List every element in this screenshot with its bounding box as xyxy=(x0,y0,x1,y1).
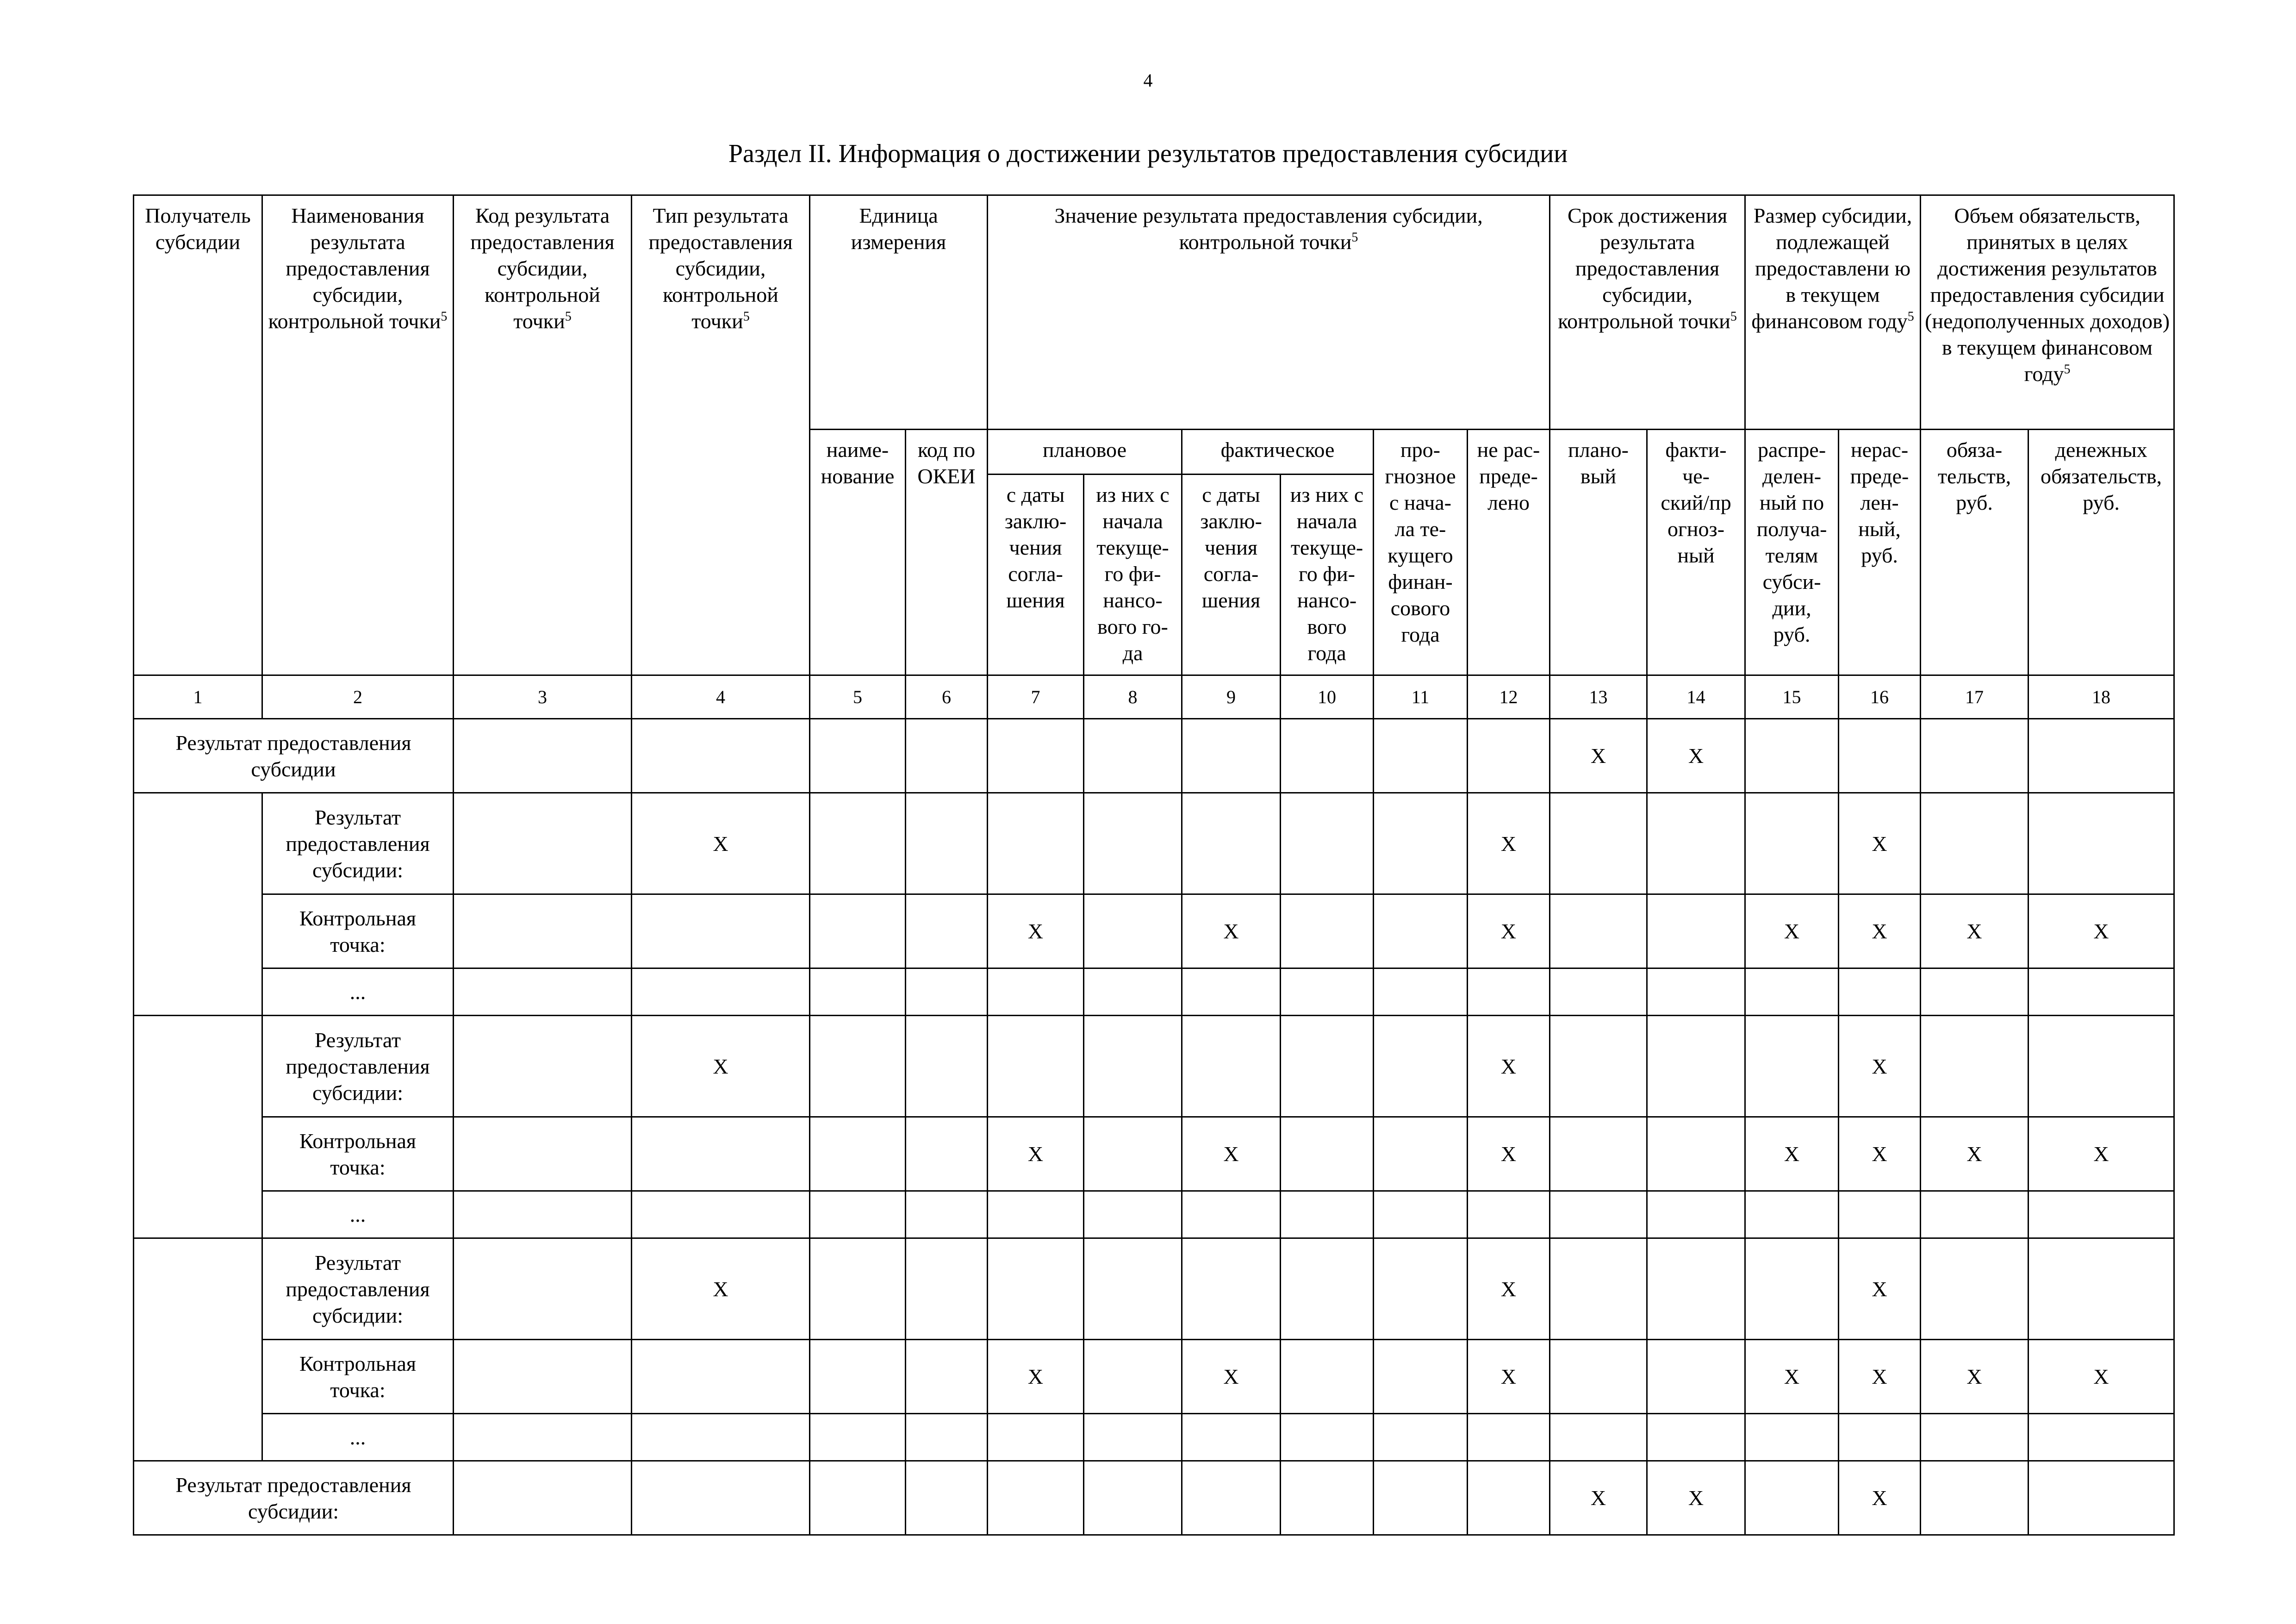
x-mark: X xyxy=(632,1238,810,1340)
x-mark: X xyxy=(1468,1340,1550,1414)
recipient-cell xyxy=(134,1016,262,1238)
x-mark: X xyxy=(1839,1461,1921,1535)
header-row-top xyxy=(134,195,2174,430)
table-row xyxy=(134,894,2174,968)
table-row xyxy=(134,793,2174,894)
x-mark: X xyxy=(632,1016,810,1117)
section-title: Раздел II. Информация о достижении результатов предоставления субсидии xyxy=(728,139,1568,168)
ellipsis-label: ... xyxy=(262,1414,454,1461)
header-actual-from-year: из них с начала текуще- го фи- нансо- вого года xyxy=(1281,475,1374,675)
x-mark: X xyxy=(632,793,810,894)
table-row xyxy=(134,719,2174,793)
column-number: 14 xyxy=(1647,675,1745,719)
x-mark: X xyxy=(1839,1238,1921,1340)
header-unit-okei: код по ОКЕИ xyxy=(906,430,988,675)
recipient-cell xyxy=(134,793,262,1016)
column-number: 7 xyxy=(988,675,1084,719)
header-result-name: Наименования результата предоставления субсидии, контрольной точки$^5$ xyxy=(262,195,454,675)
column-number: 1 xyxy=(134,675,262,719)
x-mark: X xyxy=(1468,894,1550,968)
header-planned-from-agreement: с даты заклю- чения согла- шения xyxy=(988,475,1084,675)
header-distributed: распре- делен- ный по получа- телям субси- дии, руб. xyxy=(1745,430,1839,675)
header-deadline-actual: факти- че- ский/пр огноз- ный xyxy=(1647,430,1745,675)
column-number: 5 xyxy=(810,675,906,719)
header-value: Значение результата предоставления субсидии, контрольной точки$^5$ xyxy=(988,195,1550,430)
x-mark: X xyxy=(1550,1461,1647,1535)
x-mark: X xyxy=(1745,1117,1839,1191)
x-mark: X xyxy=(1468,1117,1550,1191)
result-label: Результат предоставления субсидии: xyxy=(262,1016,454,1117)
control-point-label: Контрольная точка: xyxy=(262,1340,454,1414)
table-row xyxy=(134,1191,2174,1238)
header-actual-from-agreement: с даты заклю- чения согла- шения xyxy=(1182,475,1281,675)
x-mark: X xyxy=(1182,1117,1281,1191)
table-row xyxy=(134,1238,2174,1340)
x-mark: X xyxy=(1839,1340,1921,1414)
header-deadline: Срок достижения результата предоставления субсидии, контрольной точки$^5$ xyxy=(1550,195,1745,430)
x-mark: X xyxy=(988,1117,1084,1191)
x-mark: X xyxy=(1550,719,1647,793)
header-actual: фактическое xyxy=(1182,430,1374,475)
result-label: Результат предоставления субсидии: xyxy=(262,1238,454,1340)
x-mark: X xyxy=(1839,1016,1921,1117)
recipient-cell xyxy=(134,1238,262,1461)
table-row xyxy=(134,1461,2174,1535)
column-number: 9 xyxy=(1182,675,1281,719)
header-undistributed-size: нерас- преде- лен- ный, руб. xyxy=(1839,430,1921,675)
x-mark: X xyxy=(1839,894,1921,968)
x-mark: X xyxy=(2028,1340,2174,1414)
x-mark: X xyxy=(1745,894,1839,968)
column-number: 11 xyxy=(1374,675,1468,719)
column-number: 8 xyxy=(1084,675,1182,719)
column-numbers-row xyxy=(134,675,2174,719)
table-row xyxy=(134,1016,2174,1117)
header-monetary-obligations: денежных обязательств, руб. xyxy=(2028,430,2174,675)
x-mark: X xyxy=(2028,1117,2174,1191)
header-deadline-planned: плано- вый xyxy=(1550,430,1647,675)
table-row xyxy=(134,1117,2174,1191)
x-mark: X xyxy=(1647,1461,1745,1535)
page-number: 4 xyxy=(1143,70,1153,91)
x-mark: X xyxy=(1921,1340,2028,1414)
x-mark: X xyxy=(1745,1340,1839,1414)
result-summary-label: Результат предоставления субсидии xyxy=(134,719,454,793)
x-mark: X xyxy=(1182,1340,1281,1414)
x-mark: X xyxy=(2028,894,2174,968)
x-mark: X xyxy=(1182,894,1281,968)
x-mark: X xyxy=(1468,1016,1550,1117)
ellipsis-label: ... xyxy=(262,1191,454,1238)
column-number: 16 xyxy=(1839,675,1921,719)
ellipsis-label: ... xyxy=(262,968,454,1016)
x-mark: X xyxy=(988,894,1084,968)
header-result-type: Тип результата предоставления субсидии, контрольной точки$^5$ xyxy=(632,195,810,675)
column-number: 15 xyxy=(1745,675,1839,719)
result-label: Результат предоставления субсидии: xyxy=(262,793,454,894)
x-mark: X xyxy=(1468,1238,1550,1340)
header-planned-from-year: из них с начала текуще- го фи- нансо- вого го- да xyxy=(1084,475,1182,675)
header-result-code: Код результата предоставления субсидии, контрольной точки$^5$ xyxy=(454,195,632,675)
table-row xyxy=(134,968,2174,1016)
header-undistributed-value: не рас- преде- лено xyxy=(1468,430,1550,675)
x-mark: X xyxy=(1647,719,1745,793)
column-number: 12 xyxy=(1468,675,1550,719)
column-number: 18 xyxy=(2028,675,2174,719)
x-mark: X xyxy=(1839,793,1921,894)
column-number: 2 xyxy=(262,675,454,719)
column-number: 13 xyxy=(1550,675,1647,719)
header-forecast: про- гнозное с нача- ла те- кущего финан- сового года xyxy=(1374,430,1468,675)
header-planned: плановое xyxy=(988,430,1182,475)
column-number: 6 xyxy=(906,675,988,719)
header-subsidy-size: Размер субсидии, подлежащей предоставлени ю в текущем финансовом году$^5$ xyxy=(1745,195,1921,430)
header-recipient: Получатель субсидии xyxy=(134,195,262,675)
x-mark: X xyxy=(1921,894,2028,968)
column-number: 3 xyxy=(454,675,632,719)
header-obligations-rub: обяза- тельств, руб. xyxy=(1921,430,2028,675)
x-mark: X xyxy=(988,1340,1084,1414)
header-obligations: Объем обязательств, принятых в целях достижения результатов предоставления субсидии (недополученных доходов) в текущем финансовом году$^5$ xyxy=(1921,195,2174,430)
x-mark: X xyxy=(1468,793,1550,894)
x-mark: X xyxy=(1921,1117,2028,1191)
table-row xyxy=(134,1414,2174,1461)
control-point-label: Контрольная точка: xyxy=(262,894,454,968)
x-mark: X xyxy=(1839,1117,1921,1191)
results-table xyxy=(133,194,2175,1536)
header-unit-name: наиме- нование xyxy=(810,430,906,675)
table-row xyxy=(134,1340,2174,1414)
column-number: 4 xyxy=(632,675,810,719)
control-point-label: Контрольная точка: xyxy=(262,1117,454,1191)
column-number: 10 xyxy=(1281,675,1374,719)
column-number: 17 xyxy=(1921,675,2028,719)
result-final-label: Результат предоставления субсидии: xyxy=(134,1461,454,1535)
header-unit: Единица измерения xyxy=(810,195,988,430)
